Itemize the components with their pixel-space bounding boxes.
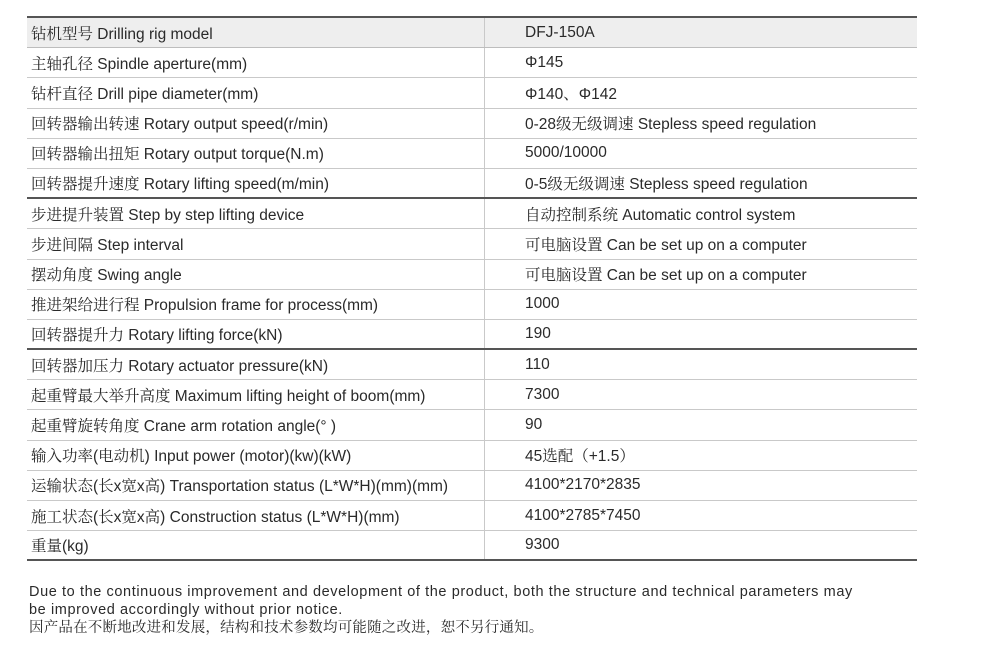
row-label: 推进架给进行程 Propulsion frame for process(mm) (27, 290, 485, 319)
table-row (27, 350, 917, 380)
row-label: 回转器提升速度 Rotary lifting speed(m/min) (27, 169, 485, 197)
table-row (27, 169, 917, 199)
row-label: 起重臂最大举升高度 Maximum lifting height of boom(mm) (27, 380, 485, 409)
disclaimer-notes (29, 583, 994, 637)
row-label: 回转器提升力 Rotary lifting force(kN) (27, 320, 485, 348)
table-row (27, 109, 917, 139)
row-value: 可电脑设置 Can be set up on a computer (525, 236, 807, 254)
table-row (27, 320, 917, 350)
table-row (27, 471, 917, 501)
table-row (27, 380, 917, 410)
table-row (27, 139, 917, 169)
row-value: 1000 (525, 295, 560, 313)
table-header-row (27, 18, 917, 48)
table-row (27, 290, 917, 320)
disclaimer-cn: 因产品在不断地改进和发展，结构和技术参数均可能随之改进，恕不另行通知。 (29, 620, 544, 636)
row-label: 步进间隔 Step interval (27, 229, 485, 258)
row-value: 5000/10000 (525, 144, 607, 162)
row-label: 主轴孔径 Spindle aperture(mm) (27, 48, 485, 77)
row-value: 可电脑设置 Can be set up on a computer (525, 267, 807, 285)
table-row (27, 531, 917, 561)
row-label: 钻杆直径 Drill pipe diameter(mm) (27, 78, 485, 107)
table-row (27, 48, 917, 78)
table-row (27, 441, 917, 471)
table-row (27, 260, 917, 290)
row-label: 重量(kg) (27, 531, 485, 559)
table-row (27, 199, 917, 229)
row-label: 回转器加压力 Rotary actuator pressure(kN) (27, 350, 485, 379)
row-value: 0-5级无级调速 Stepless speed regulation (525, 176, 808, 194)
row-value: Φ145 (525, 53, 564, 71)
header-label: 钻机型号 Drilling rig model (27, 18, 485, 47)
header-value: DFJ-150A (525, 23, 595, 41)
row-value: 190 (525, 324, 551, 342)
row-value: 4100*2785*7450 (525, 506, 641, 524)
row-label: 运输状态(长x宽x高) Transportation status (L*W*H)(mm)(mm) (27, 471, 485, 500)
row-label: 输入功率(电动机) Input power (motor)(kw)(kW) (27, 441, 485, 470)
row-value: 4100*2170*2835 (525, 476, 641, 494)
row-value: 7300 (525, 385, 560, 403)
row-label: 摆动角度 Swing angle (27, 260, 485, 289)
row-label: 步进提升装置 Step by step lifting device (27, 199, 485, 228)
table-row (27, 501, 917, 531)
row-value: 9300 (525, 536, 560, 554)
row-label: 回转器输出扭矩 Rotary output torque(N.m) (27, 139, 485, 168)
row-value: 45选配（+1.5） (525, 448, 635, 466)
table-row (27, 410, 917, 440)
row-label: 施工状态(长x宽x高) Construction status (L*W*H)(mm) (27, 501, 485, 530)
row-value: 自动控制系统 Automatic control system (525, 206, 796, 224)
table-row (27, 229, 917, 259)
row-value: 0-28级无级调速 Stepless speed regulation (525, 116, 817, 134)
disclaimer-en-line1: Due to the continuous improvement and development of the product, both the structure and technical parameters may (29, 584, 853, 600)
disclaimer-en-line2: be improved accordingly without prior notice. (29, 602, 343, 618)
spec-table (27, 16, 917, 561)
row-label: 回转器输出转速 Rotary output speed(r/min) (27, 109, 485, 138)
row-label: 起重臂旋转角度 Crane arm rotation angle(° ) (27, 410, 485, 439)
row-value: 90 (525, 416, 543, 434)
row-value: 110 (525, 355, 550, 373)
row-value: Φ140、Φ142 (525, 85, 617, 103)
table-row (27, 78, 917, 108)
